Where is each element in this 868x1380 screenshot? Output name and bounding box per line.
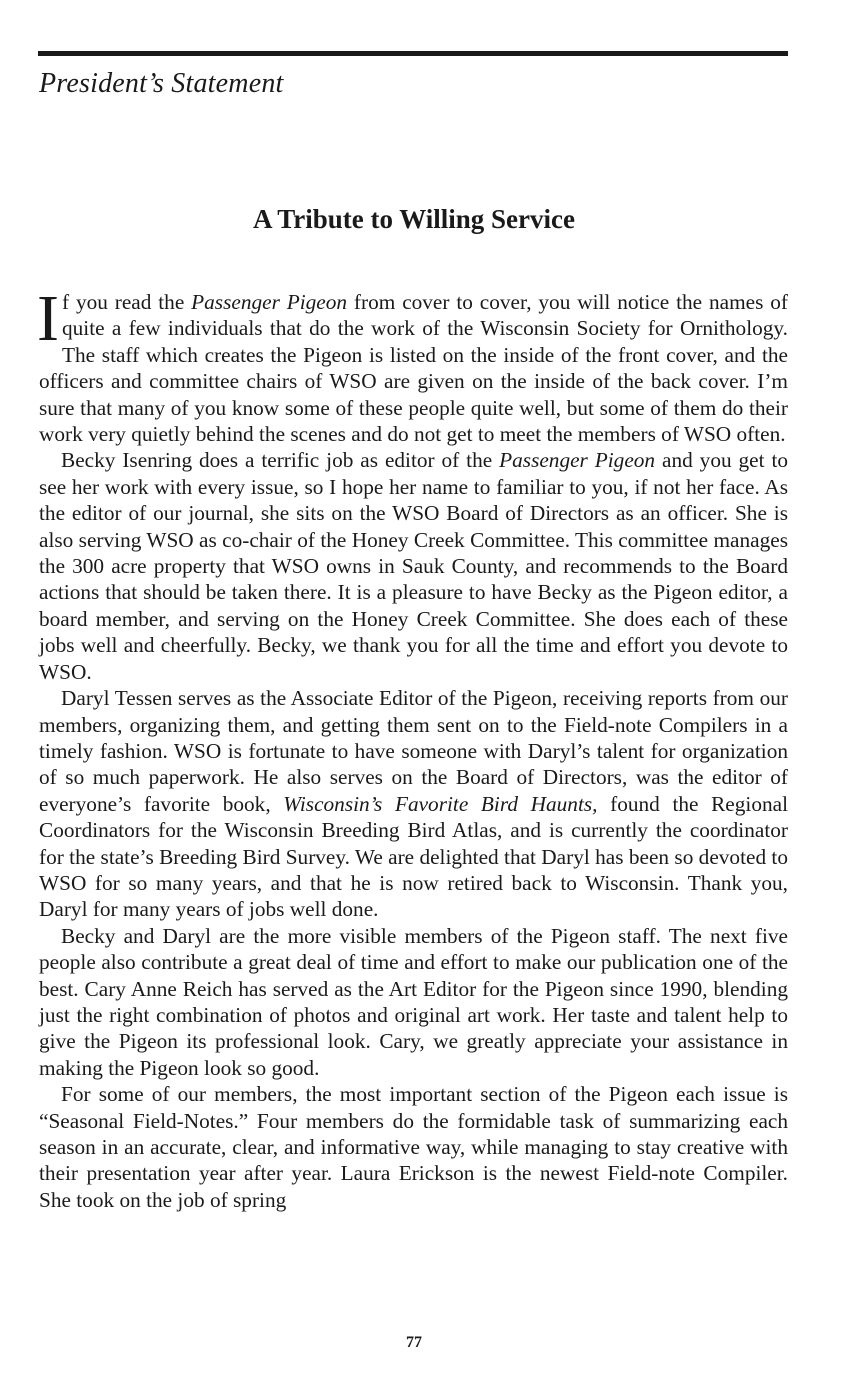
paragraph-1-text-a: f you read the (61, 290, 192, 314)
paragraph-1 (37, 282, 789, 447)
top-rule (38, 51, 788, 56)
paragraph-3-italic: Wisconsin’s Favorite Bird Haunts, (283, 791, 598, 816)
paragraph-1-italic: Passenger Pigeon (191, 290, 348, 314)
page-number: 77 (406, 1334, 422, 1351)
paragraph-3-text-a: Daryl Tessen serves as the Associate Editor of the Pigeon, receiving reports from our members, organizing them, and getting them sent on to the Field-note Compilers in a timely fashion. WSO is fortunate to have someone with Daryl’s talent for organization of so much paperwork. He also serves on the Board of Directors, was the editor of everyone’s favorite book, (39, 686, 788, 816)
paragraph-2-text-a: Becky Isenring does a terrific job as editor of the (61, 448, 500, 473)
section-heading: President’s Statement (39, 68, 284, 99)
article-title: A Tribute to Willing Service (252, 204, 575, 234)
paragraph-2-italic: Passenger Pigeon (499, 448, 656, 473)
paragraph-4 (39, 923, 788, 1081)
paragraph-2 (39, 447, 788, 685)
paragraph-3 (39, 685, 788, 923)
paragraph-5-text-a: For some of our members, the most important section of the Pigeon each issue is “Seasonal Field-Notes.” Four members do the formidable task of summarizing each season in an accurate, clear, and informative way, while managing to stay creative with their presentation year after year. Laura Erickson is the newest Field-note Compiler. She took on the job of spring (39, 1082, 788, 1212)
paragraph-5 (39, 1081, 788, 1213)
paragraph-3-text-c: found the Regional Coordinators for the Wisconsin Breeding Bird Atlas, and is currently the coordinator for the state’s Breeding Bird Survey. We are delighted that Daryl has been so devoted to WSO for so many years, and that he is now retired back to Wisconsin. Thank you, Daryl for many years of jobs well done. (39, 791, 788, 922)
drop-cap: I (37, 282, 59, 355)
paragraph-4-text-a: Becky and Daryl are the more visible members of the Pigeon staff. The next five people also contribute a great deal of time and effort to make our publication one of the best. Cary Anne Reich has served as the Art Editor for the Pigeon since 1990, blending just the right combination of photos and original art work. Her taste and talent help to give the Pigeon its professional look. Cary, we greatly appreciate your assistance in making the Pigeon look so good. (39, 923, 788, 1080)
article-body (37, 282, 789, 1213)
paragraph-1-text-c: from cover to cover, you will notice the names of quite a few individuals that do the work of the Wisconsin Society for Ornithology. The staff which creates the Pigeon is listed on the inside of the front cover, and the officers and committee chairs of WSO are given on the inside of the back cover. I’m sure that many of you know some of these people quite well, but some of them do their work very quietly behind the scenes and do not get to meet the members of WSO often. (39, 290, 789, 447)
paragraph-2-text-c: and you get to see her work with every issue, so I hope her name to familiar to you, if not her face. As the editor of our journal, she sits on the WSO Board of Directors as an officer. She is also serving WSO as co-chair of the Honey Creek Committee. This committee manages the 300 acre property that WSO owns in Sauk County, and recommends to the Board actions that should be taken there. It is a pleasure to have Becky as the Pigeon editor, a board member, and serving on the Honey Creek Committee. She does each of these jobs well and cheerfully. Becky, we thank you for all the time and effort you devote to WSO. (39, 448, 789, 684)
